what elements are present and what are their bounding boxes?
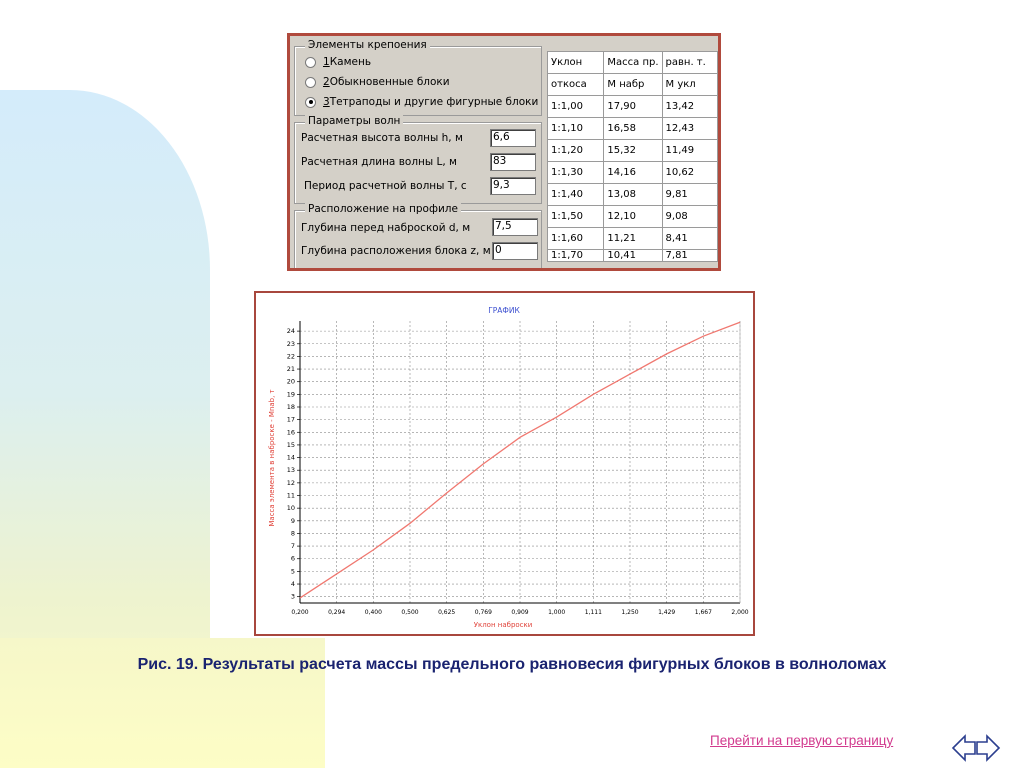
table-cell: 11,21 [604, 228, 662, 250]
line-chart [256, 293, 753, 634]
y-tick-label: 21 [286, 365, 295, 374]
x-tick-label: 0,500 [401, 609, 419, 616]
fastening-group [294, 39, 542, 116]
x-tick-label: 2,000 [731, 609, 749, 616]
profile-group [294, 203, 542, 271]
y-tick-label: 8 [290, 529, 295, 538]
radio-stone[interactable] [305, 56, 371, 68]
table-cell: 1:1,10 [548, 118, 604, 140]
table-cell: 15,32 [604, 140, 662, 162]
figure-caption: Рис. 19. Результаты расчета массы предельного равновесия фигурных блоков в волноломах [137, 656, 887, 673]
y-tick-label: 9 [290, 516, 295, 525]
table-row [548, 184, 718, 206]
x-tick-label: 1,111 [584, 609, 602, 616]
table-cell: 1:1,50 [548, 206, 604, 228]
radio-button-selected-icon [305, 97, 316, 108]
depth-label: Глубина перед наброской d, м [301, 222, 471, 234]
y-tick-label: 7 [290, 542, 295, 551]
table-cell: 1:1,40 [548, 184, 604, 206]
radio-tetrapods-label: Тетраподы и другие фигурные блоки [329, 96, 539, 108]
radio-tetrapods-number: 3 [323, 96, 330, 108]
table-cell: 9,08 [662, 206, 717, 228]
x-tick-label: 0,625 [438, 609, 456, 616]
profile-group-title: Расположение на профиле [305, 203, 461, 215]
y-tick-label: 17 [286, 415, 295, 424]
wave-length-input[interactable]: 83 [490, 153, 536, 171]
table-cell: 12,43 [662, 118, 717, 140]
y-tick-label: 13 [286, 466, 295, 475]
table-row [548, 140, 718, 162]
results-table [547, 51, 718, 262]
y-tick-label: 3 [290, 592, 295, 601]
table-cell: 8,41 [662, 228, 717, 250]
depth-input[interactable]: 7,5 [492, 218, 538, 236]
chart-title: ГРАФИК [488, 306, 520, 315]
y-axis-label: Масса элемента в наброске - Мnab, т [268, 389, 276, 527]
radio-blocks[interactable] [305, 76, 450, 88]
table-cell: 1:1,60 [548, 228, 604, 250]
x-tick-label: 1,000 [548, 609, 566, 616]
table-header-row [548, 74, 718, 96]
series-line [300, 322, 740, 598]
x-tick-label: 0,400 [364, 609, 382, 616]
navigation-arrows-icon[interactable] [951, 731, 1001, 765]
x-axis-label: Уклон наброски [473, 621, 533, 629]
table-cell: 11,49 [662, 140, 717, 162]
wave-period-input[interactable]: 9,3 [490, 177, 536, 195]
table-row [548, 228, 718, 250]
table-cell: 13,08 [604, 184, 662, 206]
y-tick-label: 20 [286, 377, 295, 386]
fastening-group-title: Элементы крепоения [305, 39, 430, 51]
radio-button-icon [305, 77, 316, 88]
wave-length-label: Расчетная длина волны L, м [301, 156, 457, 168]
y-tick-label: 6 [290, 554, 295, 563]
y-tick-label: 18 [286, 402, 295, 411]
table-header-cell: М набр [604, 74, 662, 96]
x-tick-label: 1,429 [658, 609, 676, 616]
x-tick-label: 0,200 [291, 609, 309, 616]
table-header-cell: равн. т. [662, 52, 717, 74]
radio-tetrapods[interactable] [305, 96, 538, 108]
x-tick-label: 1,250 [621, 609, 639, 616]
wave-height-label: Расчетная высота волны h, м [301, 132, 463, 144]
table-header-cell: М укл [662, 74, 717, 96]
table-row [548, 96, 718, 118]
y-tick-label: 24 [286, 327, 295, 336]
wave-height-input[interactable]: 6,6 [490, 129, 536, 147]
y-tick-label: 12 [286, 478, 295, 487]
y-tick-label: 23 [286, 339, 295, 348]
y-tick-label: 14 [286, 453, 295, 462]
radio-blocks-number: 2 [323, 76, 330, 88]
table-header-cell: откоса [548, 74, 604, 96]
table-header-row [548, 52, 718, 74]
table-row [548, 118, 718, 140]
radio-blocks-label: Обыкновенные блоки [329, 76, 450, 88]
calculation-dialog [287, 33, 721, 271]
y-tick-label: 16 [286, 428, 295, 437]
waves-group-title: Параметры волн [305, 115, 403, 127]
table-row [548, 250, 718, 262]
table-cell: 9,81 [662, 184, 717, 206]
table-cell: 7,81 [662, 250, 717, 262]
table-cell: 1:1,30 [548, 162, 604, 184]
block-depth-label: Глубина расположения блока z, м [301, 245, 491, 257]
table-cell: 16,58 [604, 118, 662, 140]
x-tick-label: 0,294 [328, 609, 346, 616]
radio-stone-label: Камень [329, 56, 372, 68]
x-tick-label: 0,769 [474, 609, 492, 616]
chart-frame [254, 291, 755, 636]
table-cell: 1:1,70 [548, 250, 604, 262]
table-header-cell: Уклон [548, 52, 604, 74]
y-tick-label: 11 [286, 491, 295, 500]
y-tick-label: 10 [286, 504, 295, 513]
y-tick-label: 4 [290, 580, 295, 589]
x-tick-label: 0,909 [511, 609, 529, 616]
radio-button-icon [305, 57, 316, 68]
table-cell: 10,62 [662, 162, 717, 184]
y-tick-label: 5 [290, 567, 295, 576]
block-depth-input[interactable]: 0 [492, 242, 538, 260]
table-cell: 10,41 [604, 250, 662, 262]
table-cell: 12,10 [604, 206, 662, 228]
radio-stone-number: 1 [323, 56, 330, 68]
first-page-link[interactable]: Перейти на первую страницу [710, 733, 894, 748]
table-row [548, 206, 718, 228]
wave-period-label: Период расчетной волны T, с [304, 180, 467, 192]
y-tick-label: 15 [286, 440, 295, 449]
waves-group [294, 115, 542, 204]
table-cell: 1:1,20 [548, 140, 604, 162]
table-cell: 17,90 [604, 96, 662, 118]
y-tick-label: 19 [286, 390, 295, 399]
table-cell: 13,42 [662, 96, 717, 118]
table-cell: 14,16 [604, 162, 662, 184]
x-tick-label: 1,667 [694, 609, 712, 616]
table-header-cell: Масса пр. [604, 52, 662, 74]
table-cell: 1:1,00 [548, 96, 604, 118]
y-tick-label: 22 [286, 352, 295, 361]
table-row [548, 162, 718, 184]
